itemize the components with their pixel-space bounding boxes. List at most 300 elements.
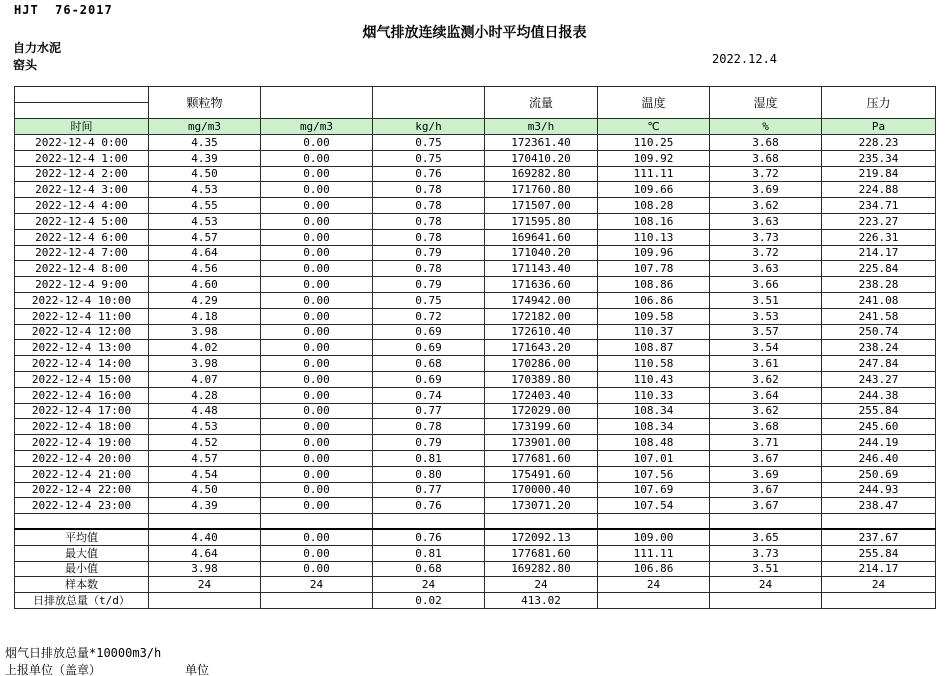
footer-note: 烟气日排放总量*10000m3/h: [5, 646, 162, 660]
cell-pressure: 235.34: [822, 150, 936, 166]
cell-pressure: 219.84: [822, 166, 936, 182]
report-title: 烟气排放连续监测小时平均值日报表: [362, 25, 587, 41]
summary-flow: 24: [485, 577, 598, 593]
cell-emission-rate: 0.69: [373, 340, 485, 356]
header-particulate: 颗粒物: [149, 87, 261, 119]
summary-pressure: [822, 593, 936, 609]
cell-pressure: 228.23: [822, 135, 936, 151]
cell-mgm3-2: 0.00: [261, 308, 373, 324]
cell-temperature: 107.56: [598, 466, 710, 482]
cell-time: 2022-12-4 7:00: [15, 245, 149, 261]
cell-pressure: 244.38: [822, 387, 936, 403]
summary-label: 日排放总量（t/d）: [15, 593, 149, 609]
summary-row: [15, 577, 936, 593]
cell-emission-rate: 0.69: [373, 324, 485, 340]
cell-flow: 172403.40: [485, 387, 598, 403]
table-row: [15, 245, 936, 261]
unit-row: [15, 119, 936, 135]
cell-mgm3-2: 0.00: [261, 198, 373, 214]
cell-humidity: 3.67: [710, 482, 822, 498]
cell-time: 2022-12-4 21:00: [15, 466, 149, 482]
cell-humidity: 3.66: [710, 277, 822, 293]
summary-particulate-concentration: [149, 593, 261, 609]
table-row: [15, 403, 936, 419]
cell-temperature: 109.58: [598, 308, 710, 324]
cell-humidity: 3.69: [710, 182, 822, 198]
cell-humidity: 3.51: [710, 292, 822, 308]
cell-time: 2022-12-4 15:00: [15, 371, 149, 387]
cell-temperature: 108.48: [598, 435, 710, 451]
header-spacer-bottom: [15, 103, 149, 119]
cell-particulate-concentration: 4.48: [149, 403, 261, 419]
cell-emission-rate: 0.76: [373, 498, 485, 514]
cell-humidity: 3.53: [710, 308, 822, 324]
cell-temperature: 108.16: [598, 213, 710, 229]
cell-particulate-concentration: 3.98: [149, 356, 261, 372]
header-blank-1: [261, 87, 373, 119]
unit-kgh: kg/h: [373, 119, 485, 135]
cell-mgm3-2: 0.00: [261, 371, 373, 387]
cell-temperature: 108.86: [598, 277, 710, 293]
summary-temperature: 111.11: [598, 545, 710, 561]
cell-mgm3-2: 0.00: [261, 403, 373, 419]
summary-pressure: 237.67: [822, 529, 936, 545]
cell-mgm3-2: 0.00: [261, 182, 373, 198]
cell-particulate-concentration: 4.28: [149, 387, 261, 403]
cell-time: 2022-12-4 16:00: [15, 387, 149, 403]
cell-emission-rate: 0.78: [373, 198, 485, 214]
cell-pressure: 241.08: [822, 292, 936, 308]
cell-flow: 172610.40: [485, 324, 598, 340]
cell-time: 2022-12-4 22:00: [15, 482, 149, 498]
summary-pressure: 214.17: [822, 561, 936, 577]
cell-emission-rate: 0.78: [373, 261, 485, 277]
cell-particulate-concentration: 4.29: [149, 292, 261, 308]
summary-row: [15, 561, 936, 577]
cell-flow: 171760.80: [485, 182, 598, 198]
cell-mgm3-2: 0.00: [261, 150, 373, 166]
table-row: [15, 292, 936, 308]
cell-humidity: 3.62: [710, 403, 822, 419]
cell-pressure: 245.60: [822, 419, 936, 435]
table-row: [15, 482, 936, 498]
cell-pressure: 238.47: [822, 498, 936, 514]
cell-flow: 173071.20: [485, 498, 598, 514]
cell-pressure: 250.69: [822, 466, 936, 482]
cell-flow: 171040.20: [485, 245, 598, 261]
cell-temperature: 108.34: [598, 419, 710, 435]
summary-temperature: 24: [598, 577, 710, 593]
cell-time: 2022-12-4 9:00: [15, 277, 149, 293]
cell-humidity: 3.62: [710, 198, 822, 214]
spacer-cell: [373, 514, 485, 530]
cell-emission-rate: 0.77: [373, 403, 485, 419]
cell-pressure: 255.84: [822, 403, 936, 419]
summary-emission-rate: 0.81: [373, 545, 485, 561]
cell-humidity: 3.64: [710, 387, 822, 403]
cell-emission-rate: 0.79: [373, 245, 485, 261]
cell-mgm3-2: 0.00: [261, 324, 373, 340]
cell-flow: 174942.00: [485, 292, 598, 308]
cell-mgm3-2: 0.00: [261, 135, 373, 151]
table-row: [15, 324, 936, 340]
cell-pressure: 243.27: [822, 371, 936, 387]
cell-humidity: 3.57: [710, 324, 822, 340]
table-row: [15, 435, 936, 451]
cell-particulate-concentration: 4.55: [149, 198, 261, 214]
monitoring-table: [14, 86, 936, 609]
summary-emission-rate: 24: [373, 577, 485, 593]
summary-particulate-concentration: 24: [149, 577, 261, 593]
cell-humidity: 3.68: [710, 135, 822, 151]
header-pressure: 压力: [822, 87, 936, 119]
cell-pressure: 214.17: [822, 245, 936, 261]
cell-flow: 175491.60: [485, 466, 598, 482]
summary-mgm3-2: 0.00: [261, 561, 373, 577]
cell-mgm3-2: 0.00: [261, 166, 373, 182]
summary-flow: 413.02: [485, 593, 598, 609]
cell-mgm3-2: 0.00: [261, 356, 373, 372]
cell-flow: 170000.40: [485, 482, 598, 498]
cell-flow: 170286.00: [485, 356, 598, 372]
cell-time: 2022-12-4 14:00: [15, 356, 149, 372]
cell-mgm3-2: 0.00: [261, 387, 373, 403]
cell-emission-rate: 0.75: [373, 150, 485, 166]
cell-humidity: 3.63: [710, 261, 822, 277]
table-row: [15, 261, 936, 277]
cell-flow: 171507.00: [485, 198, 598, 214]
cell-emission-rate: 0.77: [373, 482, 485, 498]
summary-humidity: 3.51: [710, 561, 822, 577]
cell-particulate-concentration: 4.02: [149, 340, 261, 356]
cell-emission-rate: 0.69: [373, 371, 485, 387]
cell-temperature: 108.34: [598, 403, 710, 419]
spacer-cell: [598, 514, 710, 530]
table-row: [15, 387, 936, 403]
cell-flow: 172182.00: [485, 308, 598, 324]
cell-temperature: 110.43: [598, 371, 710, 387]
header-humidity: 湿度: [710, 87, 822, 119]
cell-humidity: 3.63: [710, 213, 822, 229]
summary-emission-rate: 0.68: [373, 561, 485, 577]
cell-humidity: 3.69: [710, 466, 822, 482]
cell-temperature: 107.69: [598, 482, 710, 498]
cell-particulate-concentration: 4.35: [149, 135, 261, 151]
spacer-row: [15, 514, 936, 530]
summary-emission-rate: 0.76: [373, 529, 485, 545]
summary-label: 最大值: [15, 545, 149, 561]
cell-particulate-concentration: 4.53: [149, 419, 261, 435]
cell-time: 2022-12-4 13:00: [15, 340, 149, 356]
cell-flow: 171636.60: [485, 277, 598, 293]
cell-temperature: 107.01: [598, 450, 710, 466]
cell-flow: 169641.60: [485, 229, 598, 245]
cell-emission-rate: 0.78: [373, 213, 485, 229]
cell-temperature: 110.25: [598, 135, 710, 151]
cell-pressure: 241.58: [822, 308, 936, 324]
cell-mgm3-2: 0.00: [261, 466, 373, 482]
cell-flow: 171595.80: [485, 213, 598, 229]
cell-particulate-concentration: 4.57: [149, 450, 261, 466]
summary-particulate-concentration: 3.98: [149, 561, 261, 577]
cell-pressure: 247.84: [822, 356, 936, 372]
cell-humidity: 3.73: [710, 229, 822, 245]
table-row: [15, 340, 936, 356]
cell-time: 2022-12-4 4:00: [15, 198, 149, 214]
cell-flow: 170389.80: [485, 371, 598, 387]
cell-flow: 171643.20: [485, 340, 598, 356]
unit-mgm3-2: mg/m3: [261, 119, 373, 135]
cell-pressure: 223.27: [822, 213, 936, 229]
cell-time: 2022-12-4 2:00: [15, 166, 149, 182]
cell-humidity: 3.54: [710, 340, 822, 356]
cell-flow: 173199.60: [485, 419, 598, 435]
cell-emission-rate: 0.74: [373, 387, 485, 403]
table-row: [15, 277, 936, 293]
cell-humidity: 3.72: [710, 245, 822, 261]
spacer-cell: [822, 514, 936, 530]
cell-flow: 172029.00: [485, 403, 598, 419]
cell-temperature: 110.58: [598, 356, 710, 372]
summary-particulate-concentration: 4.40: [149, 529, 261, 545]
table-row: [15, 356, 936, 372]
cell-emission-rate: 0.76: [373, 166, 485, 182]
unit-pressure: Pa: [822, 119, 936, 135]
summary-label: 平均值: [15, 529, 149, 545]
cell-temperature: 106.86: [598, 292, 710, 308]
cell-time: 2022-12-4 12:00: [15, 324, 149, 340]
cell-pressure: 224.88: [822, 182, 936, 198]
cell-emission-rate: 0.75: [373, 135, 485, 151]
header-name-row: [15, 87, 936, 103]
cell-particulate-concentration: 4.53: [149, 213, 261, 229]
summary-temperature: [598, 593, 710, 609]
cell-emission-rate: 0.81: [373, 450, 485, 466]
summary-row: [15, 545, 936, 561]
table-row: [15, 150, 936, 166]
cell-mgm3-2: 0.00: [261, 229, 373, 245]
cell-time: 2022-12-4 5:00: [15, 213, 149, 229]
cell-temperature: 110.13: [598, 229, 710, 245]
cell-mgm3-2: 0.00: [261, 245, 373, 261]
cell-temperature: 110.33: [598, 387, 710, 403]
cell-temperature: 110.37: [598, 324, 710, 340]
cell-flow: 173901.00: [485, 435, 598, 451]
summary-flow: 169282.80: [485, 561, 598, 577]
summary-humidity: 3.73: [710, 545, 822, 561]
cell-time: 2022-12-4 20:00: [15, 450, 149, 466]
cell-particulate-concentration: 4.57: [149, 229, 261, 245]
cell-particulate-concentration: 4.07: [149, 371, 261, 387]
unit-humidity: %: [710, 119, 822, 135]
cell-particulate-concentration: 3.98: [149, 324, 261, 340]
summary-row: [15, 529, 936, 545]
summary-temperature: 109.00: [598, 529, 710, 545]
cell-particulate-concentration: 4.56: [149, 261, 261, 277]
unit-label: 单位: [185, 663, 210, 676]
header-flow: 流量: [485, 87, 598, 119]
header-time: 时间: [15, 119, 149, 135]
cell-mgm3-2: 0.00: [261, 277, 373, 293]
spacer-cell: [485, 514, 598, 530]
unit-temperature: ℃: [598, 119, 710, 135]
cell-mgm3-2: 0.00: [261, 213, 373, 229]
cell-pressure: 226.31: [822, 229, 936, 245]
cell-emission-rate: 0.78: [373, 229, 485, 245]
cell-mgm3-2: 0.00: [261, 261, 373, 277]
summary-particulate-concentration: 4.64: [149, 545, 261, 561]
spacer-group: [15, 514, 936, 530]
station-name: 窑头: [13, 58, 38, 72]
cell-time: 2022-12-4 17:00: [15, 403, 149, 419]
table-row: [15, 419, 936, 435]
company-name: 自力水泥: [13, 41, 62, 55]
spacer-cell: [149, 514, 261, 530]
cell-time: 2022-12-4 6:00: [15, 229, 149, 245]
cell-particulate-concentration: 4.39: [149, 150, 261, 166]
summary-label: 样本数: [15, 577, 149, 593]
cell-flow: 170410.20: [485, 150, 598, 166]
cell-time: 2022-12-4 23:00: [15, 498, 149, 514]
cell-humidity: 3.62: [710, 371, 822, 387]
cell-particulate-concentration: 4.50: [149, 482, 261, 498]
cell-mgm3-2: 0.00: [261, 340, 373, 356]
cell-particulate-concentration: 4.18: [149, 308, 261, 324]
cell-time: 2022-12-4 1:00: [15, 150, 149, 166]
cell-pressure: 250.74: [822, 324, 936, 340]
summary-emission-rate: 0.02: [373, 593, 485, 609]
cell-flow: 169282.80: [485, 166, 598, 182]
cell-temperature: 111.11: [598, 166, 710, 182]
cell-temperature: 109.92: [598, 150, 710, 166]
cell-time: 2022-12-4 10:00: [15, 292, 149, 308]
summary-mgm3-2: 0.00: [261, 545, 373, 561]
cell-pressure: 244.93: [822, 482, 936, 498]
cell-mgm3-2: 0.00: [261, 419, 373, 435]
cell-time: 2022-12-4 11:00: [15, 308, 149, 324]
cell-mgm3-2: 0.00: [261, 482, 373, 498]
spacer-cell: [710, 514, 822, 530]
cell-particulate-concentration: 4.53: [149, 182, 261, 198]
cell-humidity: 3.68: [710, 150, 822, 166]
table-header-group: [15, 87, 936, 135]
cell-temperature: 108.87: [598, 340, 710, 356]
table-row: [15, 166, 936, 182]
summary-mgm3-2: [261, 593, 373, 609]
report-date: 2022.12.4: [712, 52, 778, 66]
cell-humidity: 3.71: [710, 435, 822, 451]
table-row: [15, 198, 936, 214]
summary-mgm3-2: 0.00: [261, 529, 373, 545]
cell-pressure: 238.24: [822, 340, 936, 356]
spacer-cell: [15, 514, 149, 530]
summary-humidity: [710, 593, 822, 609]
cell-pressure: 238.28: [822, 277, 936, 293]
table-row: [15, 229, 936, 245]
table-row: [15, 308, 936, 324]
cell-pressure: 244.19: [822, 435, 936, 451]
table-row: [15, 450, 936, 466]
cell-temperature: 109.96: [598, 245, 710, 261]
cell-pressure: 234.71: [822, 198, 936, 214]
spacer-cell: [261, 514, 373, 530]
summary-flow: 177681.60: [485, 545, 598, 561]
summary-rows: [15, 529, 936, 608]
cell-temperature: 108.28: [598, 198, 710, 214]
cell-humidity: 3.67: [710, 450, 822, 466]
cell-emission-rate: 0.68: [373, 356, 485, 372]
header-spacer-top: [15, 87, 149, 103]
table-row: [15, 371, 936, 387]
doc-code: HJT 76-2017: [14, 3, 113, 17]
summary-mgm3-2: 24: [261, 577, 373, 593]
cell-particulate-concentration: 4.64: [149, 245, 261, 261]
cell-emission-rate: 0.79: [373, 435, 485, 451]
cell-humidity: 3.72: [710, 166, 822, 182]
table-row: [15, 466, 936, 482]
cell-particulate-concentration: 4.54: [149, 466, 261, 482]
cell-emission-rate: 0.72: [373, 308, 485, 324]
header-temperature: 温度: [598, 87, 710, 119]
header-blank-2: [373, 87, 485, 119]
summary-humidity: 3.65: [710, 529, 822, 545]
cell-pressure: 225.84: [822, 261, 936, 277]
cell-emission-rate: 0.79: [373, 277, 485, 293]
table-row: [15, 182, 936, 198]
summary-row: [15, 593, 936, 609]
cell-mgm3-2: 0.00: [261, 435, 373, 451]
report-unit-label: 上报单位（盖章）: [5, 663, 102, 676]
cell-emission-rate: 0.75: [373, 292, 485, 308]
data-rows: [15, 135, 936, 514]
cell-particulate-concentration: 4.39: [149, 498, 261, 514]
cell-time: 2022-12-4 18:00: [15, 419, 149, 435]
cell-time: 2022-12-4 3:00: [15, 182, 149, 198]
cell-temperature: 109.66: [598, 182, 710, 198]
cell-particulate-concentration: 4.60: [149, 277, 261, 293]
unit-particulate: mg/m3: [149, 119, 261, 135]
cell-particulate-concentration: 4.52: [149, 435, 261, 451]
cell-particulate-concentration: 4.50: [149, 166, 261, 182]
table-row: [15, 213, 936, 229]
cell-time: 2022-12-4 19:00: [15, 435, 149, 451]
cell-mgm3-2: 0.00: [261, 292, 373, 308]
summary-flow: 172092.13: [485, 529, 598, 545]
summary-temperature: 106.86: [598, 561, 710, 577]
cell-time: 2022-12-4 8:00: [15, 261, 149, 277]
cell-flow: 177681.60: [485, 450, 598, 466]
summary-pressure: 255.84: [822, 545, 936, 561]
cell-mgm3-2: 0.00: [261, 450, 373, 466]
summary-label: 最小值: [15, 561, 149, 577]
cell-flow: 172361.40: [485, 135, 598, 151]
summary-pressure: 24: [822, 577, 936, 593]
cell-emission-rate: 0.80: [373, 466, 485, 482]
cell-time: 2022-12-4 0:00: [15, 135, 149, 151]
cell-humidity: 3.68: [710, 419, 822, 435]
cell-mgm3-2: 0.00: [261, 498, 373, 514]
cell-pressure: 246.40: [822, 450, 936, 466]
cell-emission-rate: 0.78: [373, 182, 485, 198]
cell-emission-rate: 0.78: [373, 419, 485, 435]
summary-humidity: 24: [710, 577, 822, 593]
table-row: [15, 135, 936, 151]
cell-humidity: 3.67: [710, 498, 822, 514]
cell-temperature: 107.78: [598, 261, 710, 277]
cell-flow: 171143.40: [485, 261, 598, 277]
cell-humidity: 3.61: [710, 356, 822, 372]
table-row: [15, 498, 936, 514]
